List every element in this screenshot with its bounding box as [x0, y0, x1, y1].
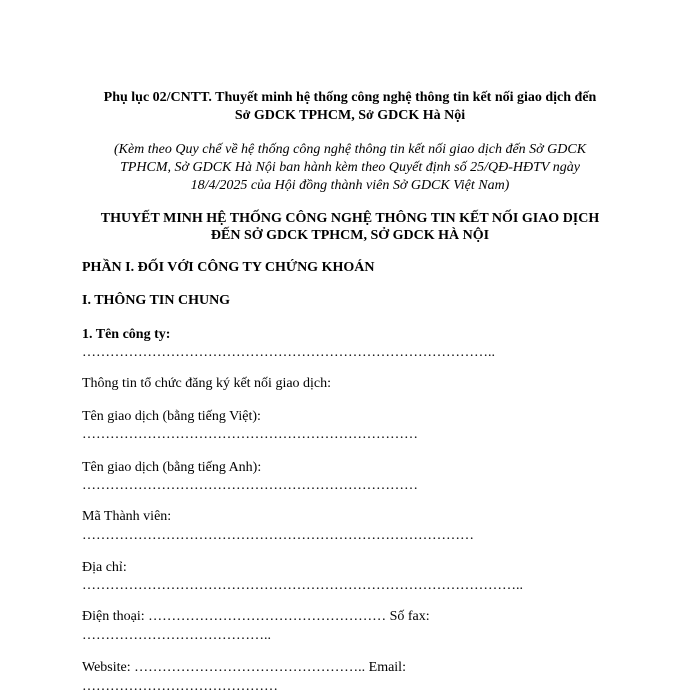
- trade-name-vn-field[interactable]: ………………………………………………………………: [82, 427, 418, 442]
- org-info-label: Thông tin tổ chức đăng ký kết nối giao dịch:: [82, 376, 332, 391]
- trade-name-en-label: Tên giao dịch (bằng tiếng Anh):: [82, 460, 262, 475]
- appendix-note-line-3: 18/4/2025 của Hội đồng thành viên Sở GDCK Việt Nam): [190, 178, 510, 193]
- member-code-label: Mã Thành viên:: [82, 509, 172, 524]
- email-field[interactable]: ……………………………………: [82, 679, 278, 694]
- phone-fax-line[interactable]: Điện thoại: …………………………………………… Số fax:: [82, 609, 430, 624]
- member-code-field[interactable]: …………………………………………………………………………: [82, 528, 474, 543]
- section-heading: I. THÔNG TIN CHUNG: [82, 293, 231, 308]
- company-name-label: 1. Tên công ty:: [82, 327, 171, 342]
- website-email-line[interactable]: Website: ………………………………………….. Email:: [82, 660, 406, 675]
- part-heading: PHẦN I. ĐỐI VỚI CÔNG TY CHỨNG KHOÁN: [82, 260, 375, 275]
- trade-name-vn-label: Tên giao dịch (bằng tiếng Việt):: [82, 409, 261, 424]
- document-heading-line-2: ĐẾN SỞ GDCK TPHCM, SỞ GDCK HÀ NỘI: [210, 228, 490, 243]
- appendix-note-line-2: TPHCM, Sở GDCK Hà Nội ban hành kèm theo Quyết định số 25/QĐ-HĐTV ngày: [120, 160, 580, 175]
- trade-name-en-field[interactable]: ………………………………………………………………: [82, 478, 418, 493]
- appendix-note-line-1: (Kèm theo Quy chế về hệ thống công nghệ thông tin kết nối giao dịch đến Sở GDCK: [113, 142, 587, 157]
- appendix-title-line-1: Phụ lục 02/CNTT. Thuyết minh hệ thống công nghệ thông tin kết nối giao dịch đến: [103, 90, 597, 105]
- address-field[interactable]: …………………………………………………………………………………..: [82, 578, 523, 593]
- company-name-field[interactable]: ……………………………………………………………………………..: [82, 345, 495, 360]
- address-label: Địa chỉ:: [82, 560, 127, 575]
- document-heading-line-1: THUYẾT MINH HỆ THỐNG CÔNG NGHỆ THÔNG TIN KẾT NỐI GIAO DỊCH: [100, 211, 600, 226]
- appendix-title-line-2: Sở GDCK TPHCM, Sở GDCK Hà Nội: [234, 108, 466, 123]
- fax-field[interactable]: …………………………………..: [82, 628, 271, 643]
